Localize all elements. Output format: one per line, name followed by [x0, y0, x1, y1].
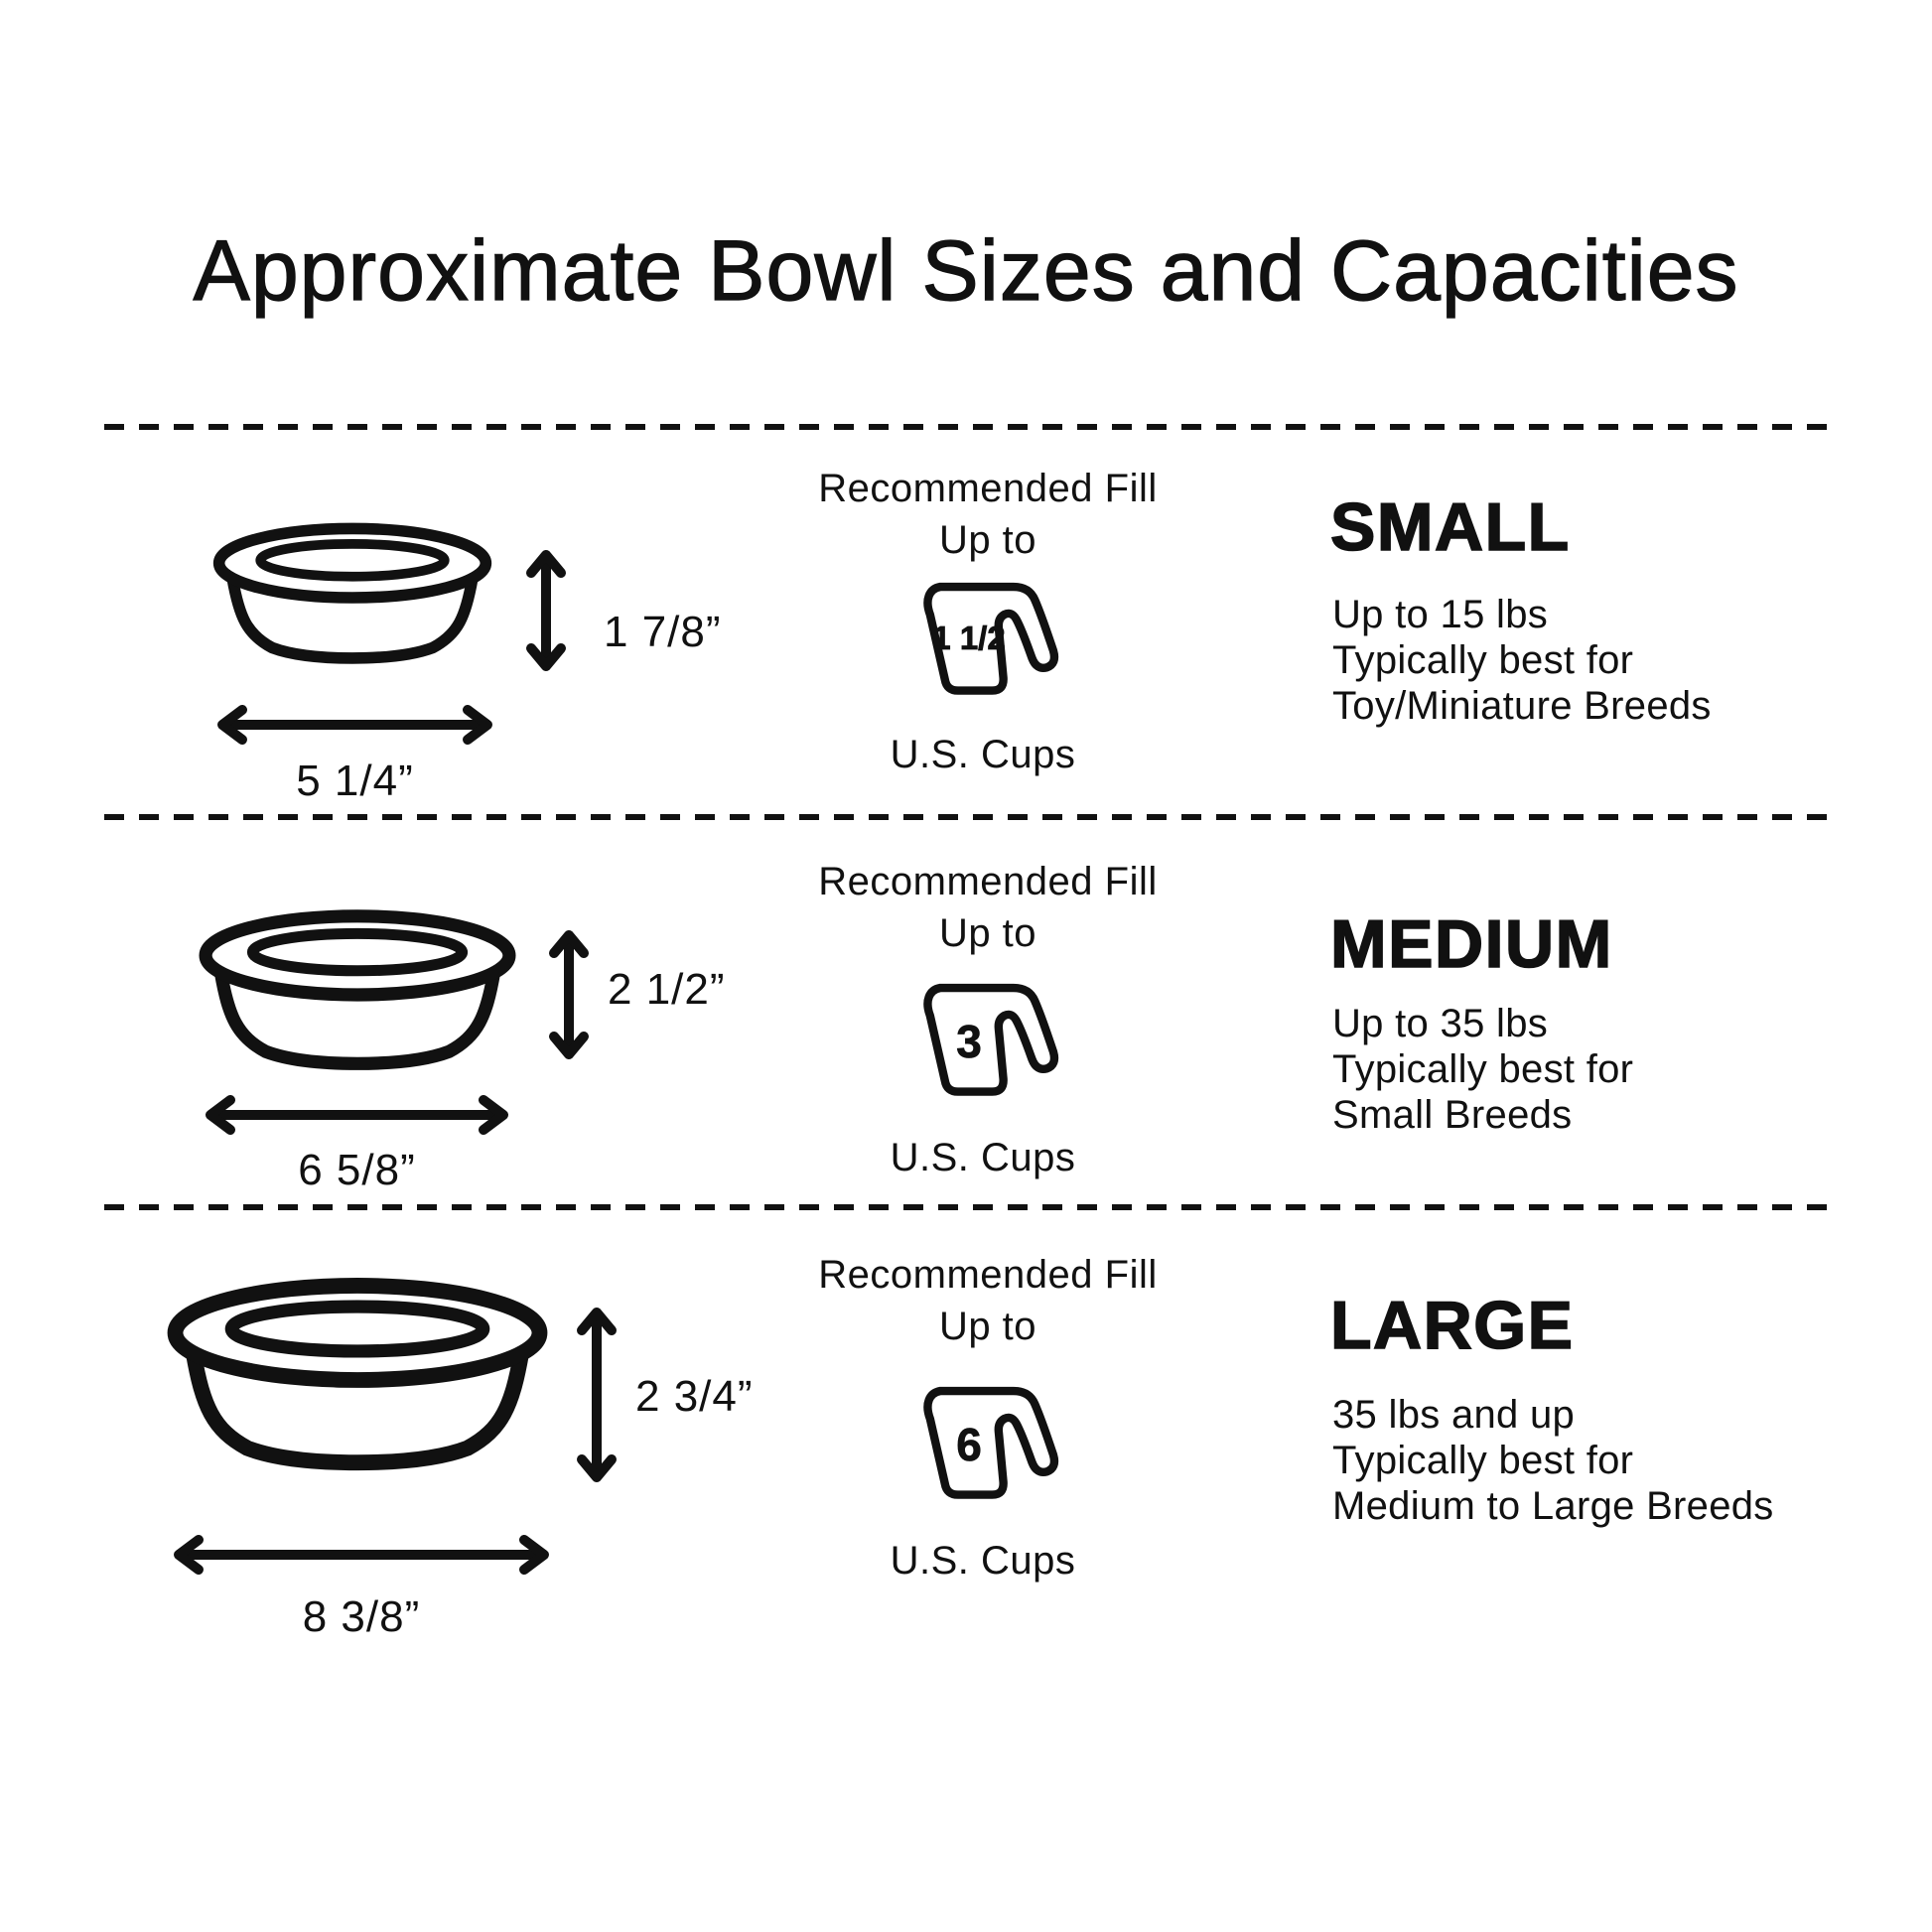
- best-for-intro: Typically best for: [1332, 1439, 1634, 1482]
- up-to-label: Up to: [938, 1305, 1037, 1348]
- bowl-height-label: 1 7/8”: [604, 608, 722, 656]
- cup-capacity-value: 3: [956, 1016, 982, 1067]
- bowl-height-label: 2 1/2”: [608, 965, 726, 1014]
- weight-range: Up to 15 lbs: [1332, 593, 1549, 636]
- size-heading: SMALL: [1330, 489, 1571, 565]
- bowl-icon: [161, 1273, 554, 1487]
- bowl-icon: [208, 518, 496, 677]
- bowl-icon: [194, 905, 521, 1084]
- vertical-arrow-icon: [524, 541, 568, 680]
- weight-range: Up to 35 lbs: [1332, 1002, 1549, 1045]
- best-for-breeds: Small Breeds: [1332, 1093, 1573, 1137]
- up-to-label: Up to: [938, 911, 1037, 955]
- best-for-intro: Typically best for: [1332, 1047, 1634, 1091]
- us-cups-label: U.S. Cups: [890, 733, 1076, 776]
- size-description: [1332, 1392, 1774, 1529]
- best-for-breeds: Toy/Miniature Breeds: [1332, 684, 1712, 728]
- cup-capacity-value: 6: [956, 1419, 982, 1470]
- horizontal-arrow-icon: [197, 1092, 517, 1138]
- recommended-fill-label: Recommended Fill: [818, 1253, 1158, 1297]
- recommended-fill-label: Recommended Fill: [818, 467, 1158, 510]
- size-description: [1332, 1001, 1633, 1138]
- best-for-breeds: Medium to Large Breeds: [1332, 1484, 1774, 1528]
- us-cups-label: U.S. Cups: [890, 1136, 1076, 1179]
- size-description: [1332, 592, 1712, 729]
- dashed-divider: [104, 424, 1832, 430]
- horizontal-arrow-icon: [165, 1532, 558, 1578]
- bowl-width-label: 5 1/4”: [296, 757, 414, 805]
- dashed-divider: [104, 814, 1832, 820]
- size-heading: LARGE: [1330, 1288, 1575, 1363]
- dashed-divider: [104, 1204, 1832, 1210]
- horizontal-arrow-icon: [208, 702, 501, 748]
- us-cups-label: U.S. Cups: [890, 1539, 1076, 1583]
- bowl-width-label: 8 3/8”: [302, 1592, 421, 1641]
- vertical-arrow-icon: [547, 921, 591, 1068]
- page-title: Approximate Bowl Sizes and Capacities: [193, 223, 1739, 319]
- size-heading: MEDIUM: [1330, 906, 1613, 982]
- weight-range: 35 lbs and up: [1332, 1393, 1576, 1437]
- bowl-width-label: 6 5/8”: [298, 1146, 416, 1194]
- recommended-fill-label: Recommended Fill: [818, 860, 1158, 903]
- cup-capacity-value: 1 1/2: [932, 620, 1006, 656]
- bowl-height-label: 2 3/4”: [635, 1372, 754, 1421]
- best-for-intro: Typically best for: [1332, 638, 1634, 682]
- vertical-arrow-icon: [574, 1299, 620, 1491]
- up-to-label: Up to: [938, 518, 1037, 562]
